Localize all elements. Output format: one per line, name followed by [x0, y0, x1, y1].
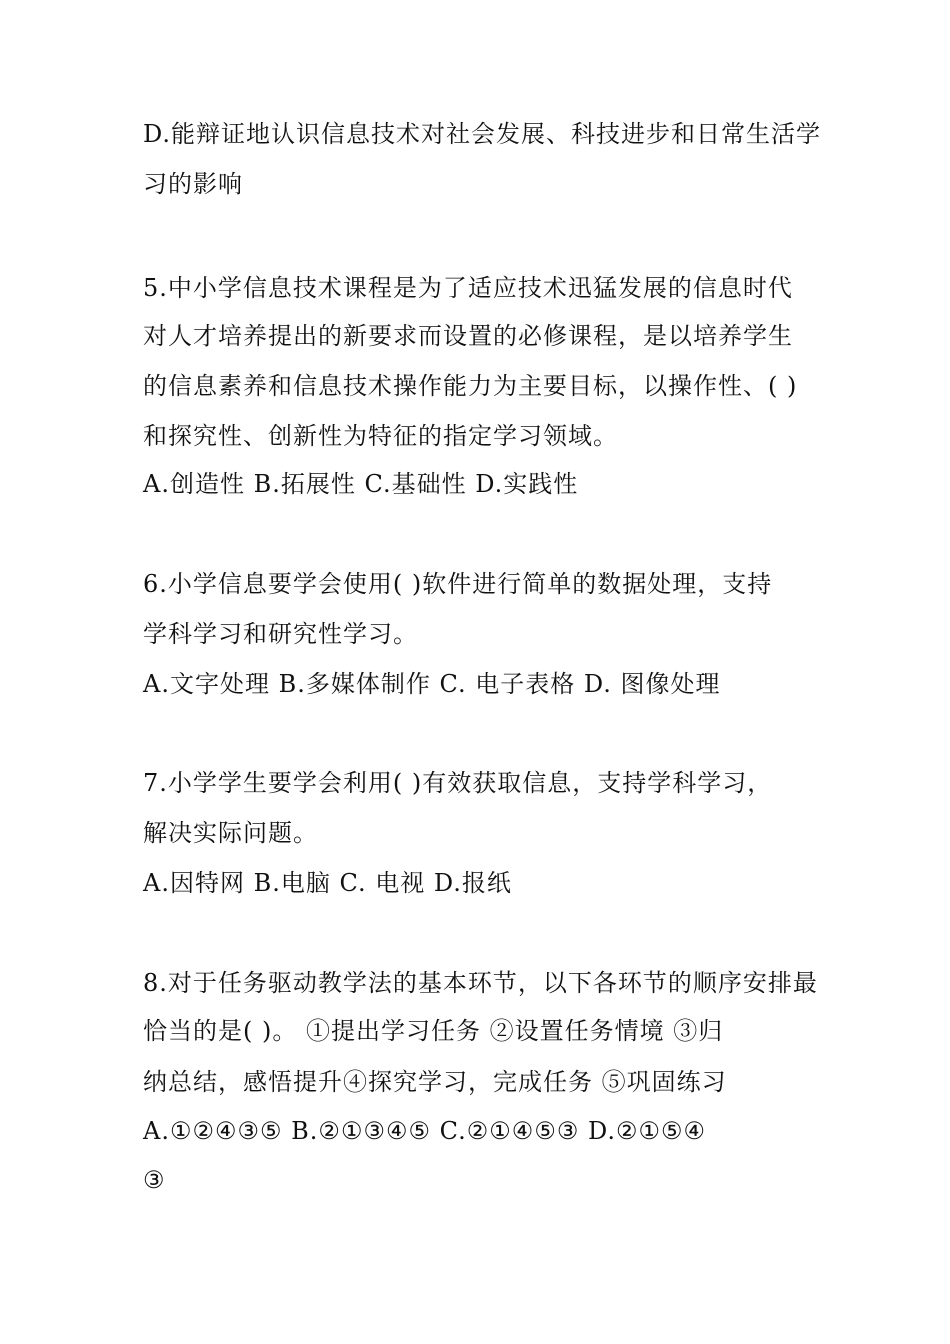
question-6-line-1: 6.小学信息要学会使用( )软件进行简单的数据处理，支持 [143, 570, 773, 598]
question-8-options: A.①②④③⑤ B.②①③④⑤ C.②①④⑤③ D.②①⑤④ [143, 1117, 707, 1145]
question-7-options: A.因特网 B.电脑 C. 电视 D.报纸 [143, 869, 512, 897]
question-5-options: A.创造性 B.拓展性 C.基础性 D.实践性 [143, 470, 579, 498]
question-7-line-2: 解决实际问题。 [143, 819, 318, 847]
question-8-options-wrap: ③ [143, 1166, 166, 1194]
option-4d-line-1: D.能辩证地认识信息技术对社会发展、科技进步和日常生活学 [143, 120, 822, 148]
question-5-line-1: 5.中小学信息技术课程是为了适应技术迅猛发展的信息时代 [143, 274, 793, 302]
question-6-line-2: 学科学习和研究性学习。 [143, 620, 418, 648]
question-5-line-2: 对人才培养提出的新要求而设置的必修课程，是以培养学生 [143, 322, 793, 350]
question-6-options: A.文字处理 B.多媒体制作 C. 电子表格 D. 图像处理 [143, 670, 721, 698]
question-7-line-1: 7.小学学生要学会利用( )有效获取信息，支持学科学习， [143, 769, 773, 797]
question-5-line-4: 和探究性、创新性为特征的指定学习领域。 [143, 422, 618, 450]
option-4d-line-2: 习的影响 [143, 170, 243, 198]
question-5-line-3: 的信息素养和信息技术操作能力为主要目标，以操作性、( ) [143, 372, 798, 400]
question-8-line-2: 恰当的是( )。 ①提出学习任务 ②设置任务情境 ③归 [143, 1017, 724, 1045]
question-8-line-3: 纳总结，感悟提升④探究学习，完成任务 ⑤巩固练习 [143, 1068, 727, 1096]
question-8-line-1: 8.对于任务驱动教学法的基本环节，以下各环节的顺序安排最 [143, 969, 818, 997]
